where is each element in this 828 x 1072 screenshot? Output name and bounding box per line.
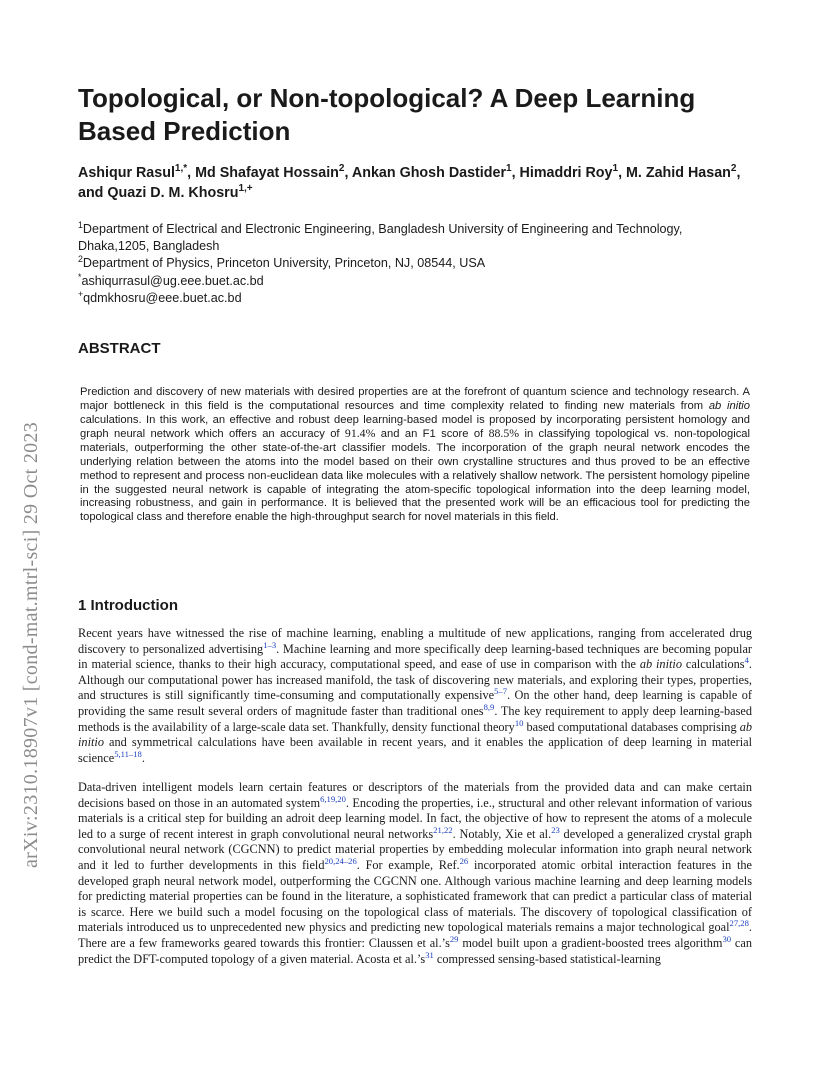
citation-link[interactable]: 27,28 — [729, 918, 749, 929]
affiliation-line — [78, 238, 758, 255]
affiliation-mark: 2 — [78, 254, 83, 265]
affiliation-text: Dhaka,1205, Bangladesh — [78, 239, 220, 254]
accuracy-value: 91.4% — [344, 426, 376, 441]
f1-score-value: 88.5% — [488, 426, 520, 441]
citation-link[interactable]: 26 — [459, 855, 469, 866]
text-run: in classifying topological vs. non-topological materials, outperforming the other state-of-the-art classifier models. The incorporation of the graph neural network encodes the underlying relation between the atoms into the model based on their own crystalline structures and thus proved to be an effective method to represent and process non-euclidean data like molecules with a relatively shallow network. The persistent homology pipeline in the suggested neural network is capable of integrating the atom-specific topological information into the deep learning model, increasing robustness, and gain in performance. It is believed that the presented work will be an efficacious tool for predicting the topological class and therefore enable the high-throughput search for novel materials in this field. — [80, 428, 750, 524]
author-separator: , — [618, 165, 627, 181]
text-run: . — [141, 750, 145, 765]
citation-link[interactable]: 29 — [449, 933, 459, 944]
citation-link[interactable]: 10 — [514, 717, 524, 728]
citation-link[interactable]: 1–3 — [263, 639, 277, 650]
email-address[interactable]: qdmkhosru@eee.buet.ac.bd — [83, 290, 242, 305]
affiliation-mark: 1 — [78, 219, 83, 230]
citation-link[interactable]: 8,9 — [483, 701, 495, 712]
author-separator: , — [511, 165, 520, 181]
text-run: . On the other hand, deep learning is capable of providing the same result several orders of magnitude faster than traditional ones — [78, 688, 752, 718]
author-affil-mark: 2 — [730, 163, 737, 175]
text-run: based computational databases comprising — [523, 719, 740, 734]
citation-link[interactable]: 23 — [551, 824, 560, 835]
text-run: and an F1 score of — [375, 428, 489, 441]
author-separator: , — [187, 165, 196, 181]
text-run-italic: ab initio — [708, 399, 751, 412]
author-name: Quazi D. M. Khosru — [107, 185, 239, 201]
affiliation-text: Department of Electrical and Electronic Engineering, Bangladesh University of Engineering and Technology, — [82, 222, 683, 236]
text-run: Data-driven intelligent models learn certain features or descriptors of the materials from the provided data and can make certain decisions based on those in an automated system — [78, 780, 752, 810]
text-run: compressed sensing-based statistical-learning — [433, 951, 661, 966]
citation-link[interactable]: 21,22 — [433, 824, 453, 835]
abstract-text — [80, 386, 750, 525]
citation-link[interactable]: 20,24–26 — [324, 855, 357, 866]
text-run: can predict the DFT-computed topology of a given material. Acosta et al.’s — [78, 935, 752, 966]
citation-link[interactable]: 6,19,20 — [320, 793, 346, 804]
author-affil-mark: 1 — [612, 163, 619, 175]
email-address[interactable]: ashiqurrasul@ug.eee.buet.ac.bd — [81, 273, 264, 288]
citation-link[interactable]: 4 — [744, 655, 749, 666]
citation-link[interactable]: 5–7 — [494, 686, 508, 697]
citation-link[interactable]: 5,11–18 — [114, 748, 142, 759]
email-line — [78, 273, 758, 290]
text-run-italic: ab initio — [639, 657, 682, 672]
text-run: developed a generalized crystal graph convolutional neural network (CGCNN) to predict material properties by embedding molecular information into graph neural network and it led to further developments in this field — [78, 826, 752, 872]
text-run: . Machine learning and more specifically deep learning-based techniques are becoming popular in material science, thanks to their high accuracy, computational speed, and ease of use in comparison with the — [78, 641, 752, 672]
text-run: Recent years have witnessed the rise of machine learning, enabling a multitude of new applications, ranging from accelerated drug discovery to personalized advertising — [78, 626, 752, 656]
text-run: . For example, Ref. — [356, 857, 460, 872]
affiliation-text: Department of Physics, Princeton University, Princeton, NJ, 08544, USA — [82, 256, 486, 271]
affiliation-mark: + — [78, 288, 84, 299]
text-run: model built upon a gradient-boosted trees algorithm — [458, 935, 723, 950]
author-separator: , — [344, 165, 352, 181]
author-name: Ashiqur Rasul — [78, 165, 175, 181]
abstract-heading: ABSTRACT — [78, 340, 161, 357]
author-name: Himaddri Roy — [519, 165, 613, 181]
text-run: . Although our computational power has increased manifold, the task of discovering new materials, and exploring their types, properties, and structures is still significantly time-consuming and computationally expensive — [78, 657, 752, 703]
citation-link[interactable]: 31 — [425, 949, 434, 960]
text-run: . The key requirement to apply deep learning-based methods is the availability of a large-scale data set. Thankfully, density functional theory — [78, 703, 752, 734]
text-run: . Notably, Xie et al. — [452, 826, 552, 841]
section-heading-introduction: 1 Introduction — [78, 597, 178, 614]
citation-link[interactable]: 30 — [722, 933, 732, 944]
intro-paragraph-2 — [78, 780, 752, 967]
affiliation-line — [78, 221, 758, 238]
text-run: incorporated atomic orbital interaction features in the developed graph neural network model, outperforming the CGCNN one. Although various machine learning and deep learning models for predicting material properties can be found in the literature, a sophisticated framework that can predict a particular class of material is scarce. Here we build such a model focusing on the topological class of materials. The discovery of topological classification of materials introduced us to unprecedented new physics and predicting new topological materials remains a major technological goal — [78, 857, 752, 935]
author-affil-mark: 2 — [338, 163, 345, 175]
text-run: calculations. In this work, an effective and robust deep learning-based model is proposed by incorporating persistent homology and graph neural network which offers an accuracy of — [80, 413, 750, 441]
author-list — [78, 163, 758, 203]
author-name: M. Zahid Hasan — [626, 165, 731, 181]
author-separator: , and — [78, 165, 741, 201]
text-run-italic: ab initio — [78, 719, 752, 750]
text-run: . There are a few frameworks geared towards this frontier: Claussen et al.’s — [78, 920, 752, 950]
text-run: and symmetrical calculations have been available in recent years, and it enables the application of deep learning in material science — [78, 735, 752, 765]
intro-paragraph-1 — [78, 626, 752, 766]
author-name: Md Shafayat Hossain — [195, 165, 339, 181]
arxiv-identifier: arXiv:2310.18907v1 [cond-mat.mtrl-sci] 29 Oct 2023 — [20, 421, 42, 868]
paper-title: Topological, or Non-topological? A Deep Learning Based Prediction — [78, 83, 696, 146]
affiliations — [78, 221, 758, 307]
email-line — [78, 290, 758, 307]
text-run: . Encoding the properties, i.e., structural and other relevant information of various materials is a critical step for building an adroit deep learning model. In fact, the objective of how to represent the atoms of a molecule led to a surge of recent interest in graph convolutional neural networks — [78, 795, 752, 841]
text-run: Prediction and discovery of new materials with desired properties are at the forefront of quantum science and technology research. A major bottleneck in this field is the computational resources and time complexity related to finding new materials from — [80, 386, 750, 412]
author-affil-mark: 1 — [506, 163, 512, 175]
text-run: calculations — [681, 657, 745, 672]
author-affil-mark: 1,* — [174, 163, 188, 175]
author-affil-mark: 1,+ — [238, 183, 253, 195]
affiliation-mark: * — [78, 271, 82, 282]
author-name: Ankan Ghosh Dastider — [351, 165, 507, 181]
affiliation-line — [78, 255, 758, 272]
